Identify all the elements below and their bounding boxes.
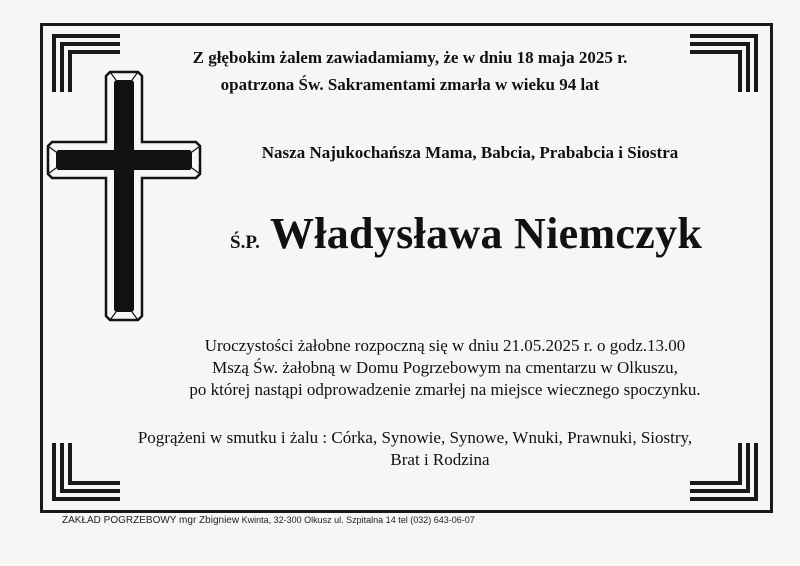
footer-company: ZAKŁAD POGRZEBOWY mgr Zbigniew: [62, 515, 240, 526]
relation-line: Nasza Najukochańsza Mama, Babcia, Prababcia i Siostra: [261, 143, 679, 162]
mourners-line-1: Pogrążeni w smutku i żalu : Córka, Synowie, Synowe, Wnuki, Prawnuki, Siostry,: [137, 428, 693, 447]
deceased-name-block: [230, 208, 760, 268]
deceased-name: Władysława Niemczyk: [269, 209, 703, 258]
mourners-line-2: Brat i Rodzina: [390, 450, 490, 469]
funeral-line-2: Mszą Św. żałobną w Domu Pogrzebowym na cmentarzu w Olkuszu,: [212, 358, 678, 377]
corner-ornament-top-right-icon: [690, 32, 760, 92]
name-prefix: Ś.P.: [230, 232, 260, 253]
footer-imprint: [62, 515, 475, 526]
funeral-line-1: Uroczystości żałobne rozpoczną się w dniu 21.05.2025 r. o godz.13.00: [204, 336, 686, 355]
corner-ornament-bottom-left-icon: [50, 443, 120, 503]
intro-line-1: Z głębokim żalem zawiadamiamy, że w dniu 18 maja 2025 r.: [192, 48, 628, 67]
footer-details: Kwinta, 32-300 Olkusz ul. Szpitalna 14 tel (032) 643-06-07: [241, 515, 475, 525]
funeral-line-3: po której nastąpi odprowadzenie zmarłej na miejsce wiecznego spoczynku.: [189, 380, 701, 399]
corner-ornament-bottom-right-icon: [690, 443, 760, 503]
intro-line-2: opatrzona Św. Sakramentami zmarła w wieku 94 lat: [220, 75, 600, 94]
cross-icon: [46, 70, 202, 323]
